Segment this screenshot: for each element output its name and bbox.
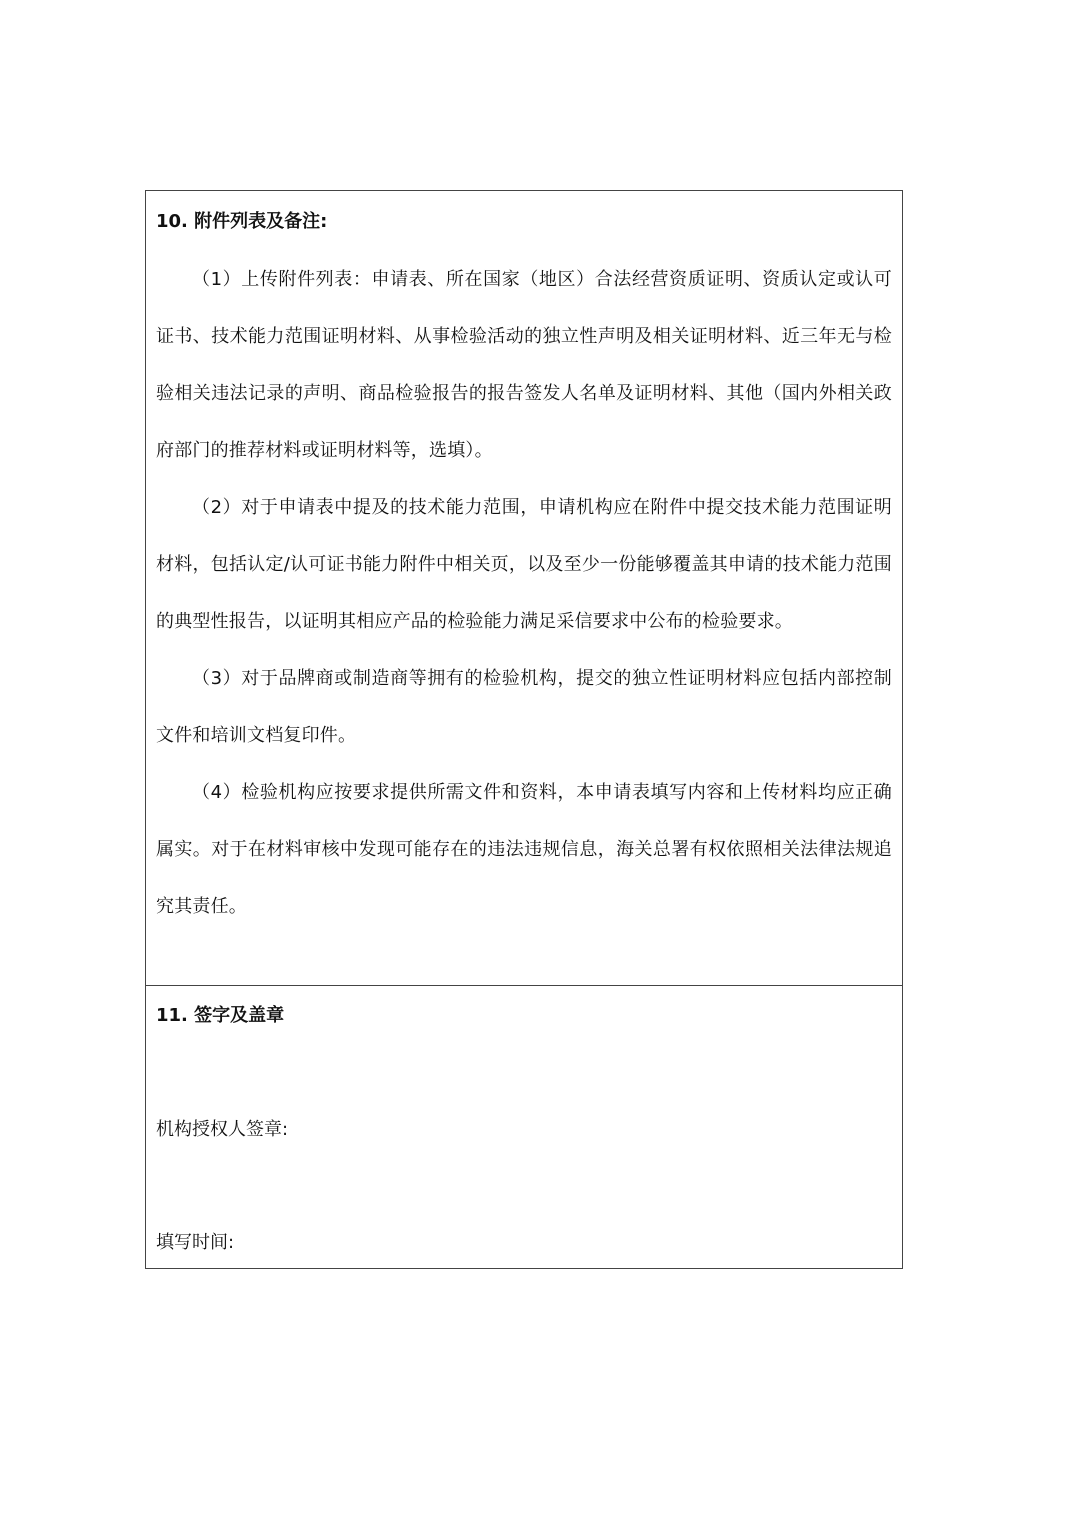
signature-section (146, 986, 903, 1269)
attachment-note-2: （2）对于申请表中提及的技术能力范围，申请机构应在附件中提交技术能力范围证明材料，包括认定/认可证书能力附件中相关页，以及至少一份能够覆盖其申请的技术能力范围的典型性报告，以证明其相应产品的检验能力满足采信要求中公布的检验要求。 (156, 497, 892, 632)
fill-date-field-label: 填写时间: (156, 1232, 235, 1253)
signature-field-label: 机构授权人签章: (156, 1119, 289, 1140)
signature-section-title: 11. 签字及盖章 (156, 1005, 285, 1026)
section-11-row (146, 986, 903, 1269)
application-form-table (145, 190, 903, 1269)
attachments-section (146, 191, 903, 986)
attachments-section-title: 10. 附件列表及备注: (156, 211, 328, 232)
attachment-note-3: （3）对于品牌商或制造商等拥有的检验机构，提交的独立性证明材料应包括内部控制文件和培训文档复印件。 (156, 668, 892, 746)
attachment-note-4: （4）检验机构应按要求提供所需文件和资料，本申请表填写内容和上传材料均应正确属实。对于在材料审核中发现可能存在的违法违规信息，海关总署有权依照相关法律法规追究其责任。 (156, 782, 892, 917)
attachment-note-1: （1）上传附件列表：申请表、所在国家（地区）合法经营资质证明、资质认定或认可证书、技术能力范围证明材料、从事检验活动的独立性声明及相关证明材料、近三年无与检验相关违法记录的声明、商品检验报告的报告签发人名单及证明材料、其他（国内外相关政府部门的推荐材料或证明材料等，选填）。 (156, 269, 892, 461)
section-10-row (146, 191, 903, 986)
